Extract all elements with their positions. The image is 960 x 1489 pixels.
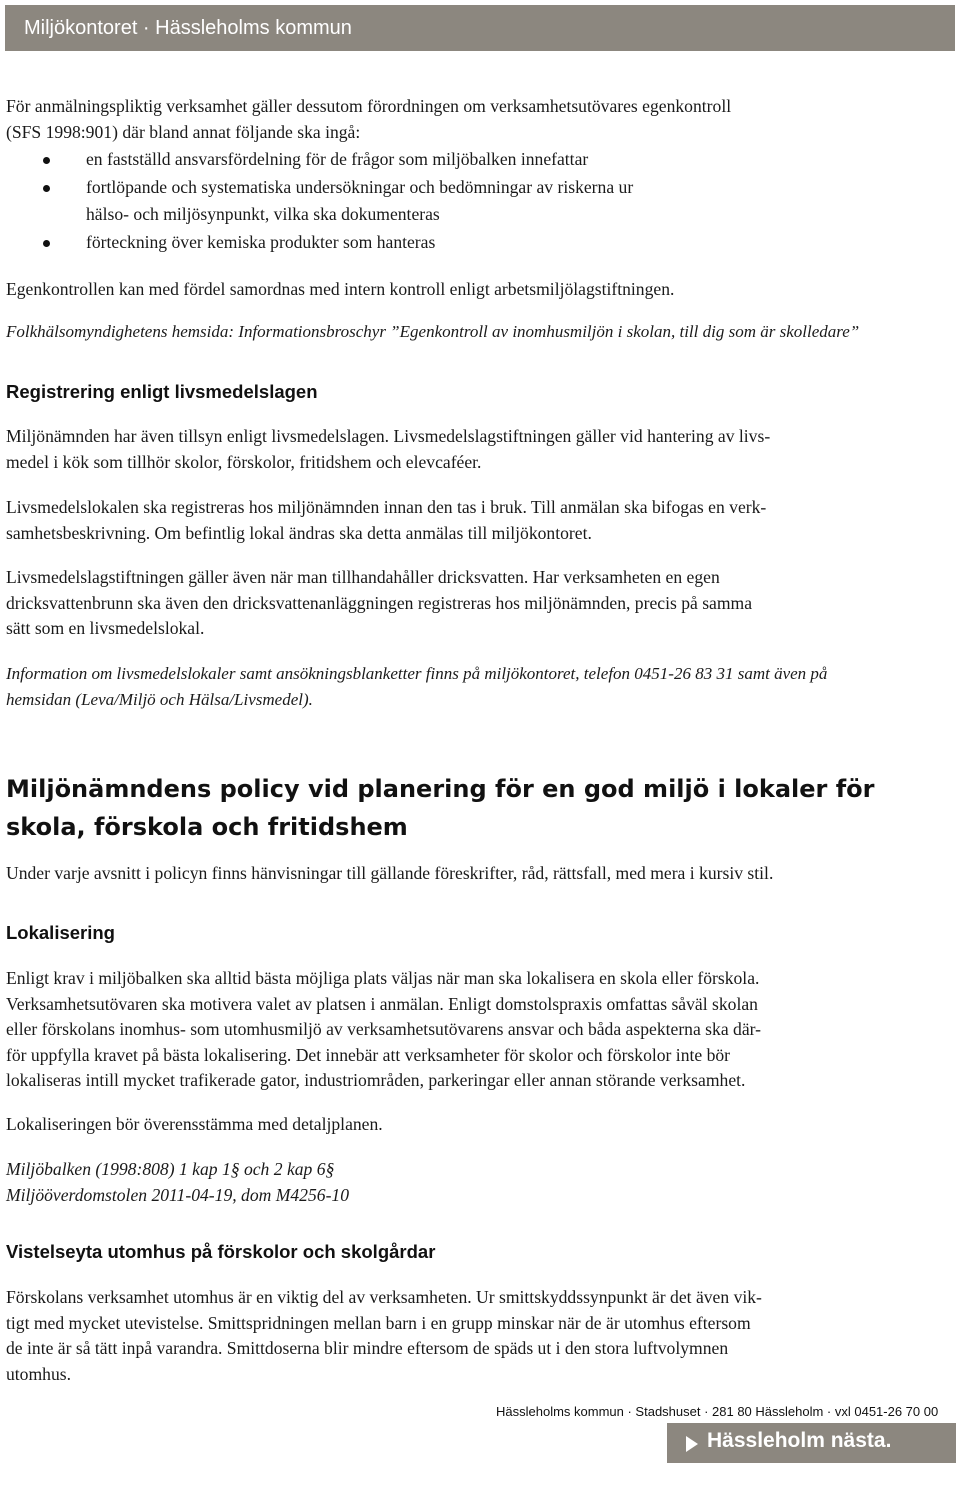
text-line: hälso- och miljösynpunkt, vilka ska dokumenteras xyxy=(86,204,440,224)
registrering-paragraph-2 xyxy=(6,495,952,546)
lokalisering-heading: Lokalisering xyxy=(6,922,115,943)
text-line: tigt med mycket utevistelse. Smittspridningen mellan barn i en grupp minskar när de är utomhus eftersom xyxy=(6,1312,751,1333)
bullet-list xyxy=(40,146,940,256)
bullet-icon xyxy=(43,157,50,164)
text-line: Livsmedelslagstiftningen gäller även när man tillhandahåller dricksvatten. Har verksamheten en egen xyxy=(6,567,720,587)
text-line: samhetsbeskrivning. Om befintlig lokal ändras ska detta anmälas till miljökontoret. xyxy=(6,522,592,543)
text-line: Lokaliseringen bör överensstämma med detaljplanen. xyxy=(6,1114,383,1134)
vistelseyta-heading: Vistelseyta utomhus på förskolor och skolgårdar xyxy=(6,1241,436,1262)
lokalisering-references xyxy=(6,1157,952,1208)
policy-intro xyxy=(6,861,952,887)
lokalisering-paragraph-2 xyxy=(6,1112,952,1138)
text-line: Miljöbalken (1998:808) 1 kap 1§ och 2 kap 6§ xyxy=(6,1159,335,1179)
page-header xyxy=(5,5,955,51)
footer-address: Hässleholms kommun · Stadshuset · 281 80 Hässleholm · vxl 0451-26 70 00 xyxy=(496,1404,939,1419)
bullet-icon xyxy=(43,185,50,192)
lokalisering-paragraph-1 xyxy=(6,966,952,1094)
registrering-info xyxy=(6,661,952,712)
header-title: Miljökontoret · Hässleholms kommun xyxy=(24,17,352,39)
intro-paragraph xyxy=(6,94,952,145)
brand-logo-text: Hässleholm nästa. xyxy=(707,1429,892,1452)
text-line: För anmälningspliktig verksamhet gäller dessutom förordningen om verksamhetsutövares egenkontroll xyxy=(6,96,732,116)
text-line: sätt som en livsmedelslokal. xyxy=(6,618,205,638)
registrering-paragraph-1 xyxy=(6,424,952,475)
policy-heading xyxy=(6,770,875,846)
egenkontroll-paragraph xyxy=(6,277,952,303)
text-line: Livsmedelslokalen ska registreras hos miljönämnden innan den tas i bruk. Till anmälan ska bifogas en verk- xyxy=(6,497,767,517)
text-line: medel i kök som tillhör skolor, förskolor, fritidshem och elevcaféer. xyxy=(6,451,482,472)
text-line: dricksvattenbrunn ska även den dricksvattenanläggningen registreras hos miljönämnden, precis på samma xyxy=(6,592,753,613)
text-line: en fastställd ansvarsfördelning för de frågor som miljöbalken innefattar xyxy=(86,149,589,169)
text-line: Folkhälsomyndighetens hemsida: Informationsbroschyr ”Egenkontroll av inomhusmiljön i skolan, till dig som är skolledare” xyxy=(6,322,860,341)
text-line: Egenkontrollen kan med fördel samordnas med intern kontroll enligt arbetsmiljölagstiftningen. xyxy=(6,279,675,299)
text-line: förteckning över kemiska produkter som hanteras xyxy=(86,231,436,252)
bullet-icon xyxy=(43,240,50,247)
text-line: Verksamhetsutövaren ska motivera valet av platsen i anmälan. Enligt domstolspraxis omfattas såväl skolan xyxy=(6,993,758,1014)
registrering-heading: Registrering enligt livsmedelslagen xyxy=(6,381,318,402)
text-line: fortlöpande och systematiska undersökningar och bedömningar av riskerna ur xyxy=(86,176,634,197)
list-item xyxy=(40,229,940,257)
text-line: Enligt krav i miljöbalken ska alltid bästa möjliga plats väljas när man ska lokalisera en skola eller förskola. xyxy=(6,968,760,988)
text-line: Information om livsmedelslokaler samt ansökningsblanketter finns på miljökontoret, telefon 0451-26 83 31 samt även på xyxy=(6,664,828,683)
brand-banner xyxy=(667,1423,956,1463)
text-line: Förskolans verksamhet utomhus är en viktig del av verksamheten. Ur smittskyddssynpunkt är det även vik- xyxy=(6,1287,762,1307)
text-line: utomhus. xyxy=(6,1363,72,1384)
list-item xyxy=(40,146,940,174)
text-line: hemsidan (Leva/Miljö och Hälsa/Livsmedel). xyxy=(6,689,313,709)
text-line: Miljönämnden har även tillsyn enligt livsmedelslagen. Livsmedelslagstiftningen gäller vid hantering av livs- xyxy=(6,426,771,446)
heading-line: skola, förskola och fritidshem xyxy=(6,813,408,841)
arrow-right-icon xyxy=(686,1436,698,1452)
vistelseyta-paragraph xyxy=(6,1285,952,1387)
text-line: Under varje avsnitt i policyn finns hänvisningar till gällande föreskrifter, råd, rättsfall, med mera i kursiv stil. xyxy=(6,863,774,883)
text-line: Miljööverdomstolen 2011-04-19, dom M4256-10 xyxy=(6,1184,350,1205)
heading-line: Miljönämndens policy vid planering för en god miljö i lokaler för xyxy=(6,775,875,803)
text-line: lokaliseras intill mycket trafikerade gator, industriområden, parkeringar eller annan störande verksamhet. xyxy=(6,1070,746,1090)
registrering-paragraph-3 xyxy=(6,565,952,642)
list-item xyxy=(40,174,940,229)
reference-note xyxy=(6,319,952,345)
text-line: de inte är så tätt inpå varandra. Smittdoserna blir mindre eftersom de späds ut i den stora luftvolymnen xyxy=(6,1338,729,1358)
text-line: (SFS 1998:901) där bland annat följande ska ingå: xyxy=(6,121,361,142)
text-line: för uppfylla kravet på bästa lokalisering. Det innebär att verksamheter för skolor och förskolor inte bör xyxy=(6,1044,731,1065)
text-line: eller förskolans inomhus- som utomhusmiljö av verksamhetsutövarens ansvar och båda aspekterna ska där- xyxy=(6,1019,762,1039)
